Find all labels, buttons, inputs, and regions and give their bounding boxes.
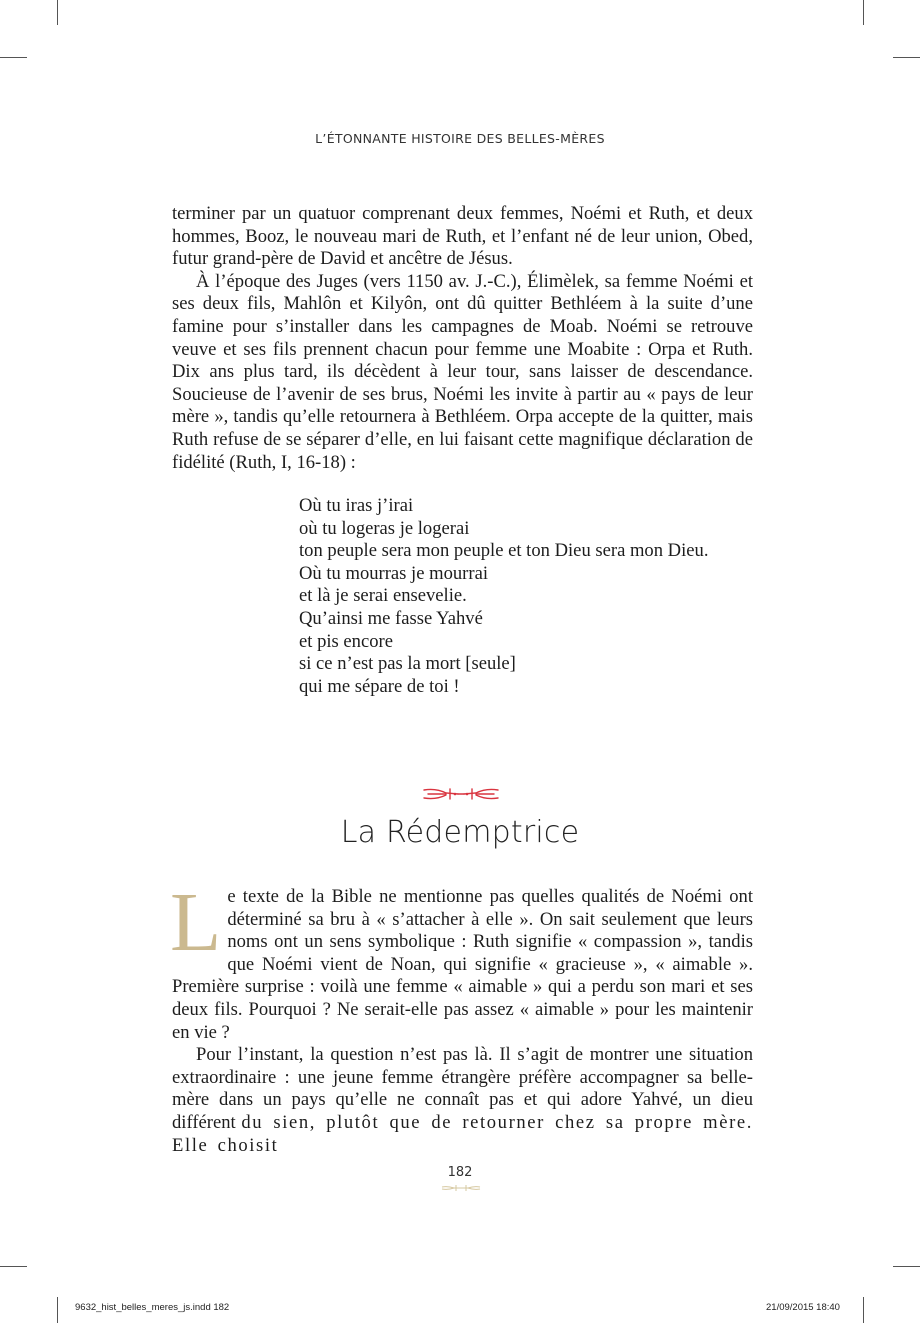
slug-datetime: 21/09/2015 18:40 bbox=[766, 1302, 840, 1313]
paragraph-first bbox=[170, 876, 753, 1044]
body-text-section bbox=[170, 876, 753, 1157]
paragraph-second-last-line: du sien, plutôt que de retourner chez sa propre mère. Elle choisit bbox=[172, 1111, 753, 1156]
verse-line: Où tu iras j’irai bbox=[299, 495, 414, 516]
paragraph-continuation: terminer par un quatuor comprenant deux femmes, Noémi et Ruth, et deux hommes, Booz, le nouveau mari de Ruth, et l’enfant né de leur union, Obed, futur grand-père de David et ancêtre de Jésus. bbox=[172, 203, 753, 270]
paragraph-juges: À l’époque des Juges (vers 1150 av. J.-C.), Élimèlek, sa femme Noémi et ses deux fils, Mahlôn et Kilyôn, ont dû quitter Bethléem à la suite d’une famine pour s’installer dans les campagnes de Moab. Noémi se retrouve veuve et ses fils prennent chacun pour femme une Moabite : Orpa et Ruth. Dix ans plus tard, ils décèdent à leur tour, sans laisser de descendance. Soucieuse de l’avenir de ses brus, Noémi les invite à partir au « pays de leur mère », tandis qu’elle retournera à Bethléem. Orpa accepte de la quitter, mais Ruth refuse de se séparer d’elle, en lui faisant cette magnifique déclaration de fidélité (Ruth, I, 16-18) : bbox=[172, 270, 753, 473]
slug-file: 9632_hist_belles_meres_js.indd 182 bbox=[75, 1302, 230, 1313]
body-text-top bbox=[172, 203, 753, 474]
page-number: 182 bbox=[447, 1165, 473, 1180]
section-title: La Rédemptrice bbox=[340, 815, 580, 850]
crop-mark-top-left-horizontal bbox=[0, 57, 27, 58]
paragraph-second bbox=[172, 1044, 753, 1157]
verse-line: qui me sépare de toi ! bbox=[299, 675, 460, 697]
crop-mark-bottom-right-horizontal bbox=[893, 1266, 920, 1267]
gold-fleuron-ornament-icon bbox=[440, 1184, 482, 1192]
verse-line: Où tu mourras je mourrai bbox=[299, 562, 488, 584]
paragraph-first-text: e texte de la Bible ne mentionne pas quelles qualités de Noémi ont déterminé sa bru à « s’attacher à elle ». On sait seulement que leurs noms ont un sens symbolique : Ruth signifie « compassion », tandis que Noémi vient de Noan, qui signifie « gracieuse », « aimable ». Première surprise : voilà une femme « aimable » qui a perdu son mari et ses deux fils. Pourquoi ? Ne serait-elle pas assez « aimable » pour les maintenir en vie ? bbox=[172, 886, 753, 1043]
verse-line: où tu logeras je logerai bbox=[299, 517, 470, 539]
verse-line: si ce n’est pas la mort [seule] bbox=[299, 653, 516, 675]
crop-mark-top-right-horizontal bbox=[893, 57, 920, 58]
running-head: L’ÉTONNANTE HISTOIRE DES BELLES-MÈRES bbox=[315, 131, 605, 146]
verse-line: et là je serai ensevelie. bbox=[299, 585, 467, 607]
crop-mark-bottom-left-vertical bbox=[57, 1297, 58, 1323]
crop-mark-bottom-right-vertical bbox=[863, 1297, 864, 1323]
drop-cap: L bbox=[170, 876, 222, 969]
verse-line: et pis encore bbox=[299, 630, 393, 652]
paragraph-second-text: Pour l’instant, la question n’est pas là. Il s’agit de montrer une situation extraordinaire : une jeune femme étrangère préfère accompagner sa belle-mère dans un pays qu’elle ne connaît pas et qui adore Yahvé, un dieu différent bbox=[172, 1044, 753, 1133]
verse-line: ton peuple sera mon peuple et ton Dieu sera mon Dieu. bbox=[299, 540, 709, 562]
verse-quote bbox=[299, 495, 708, 698]
verse-line: Qu’ainsi me fasse Yahvé bbox=[299, 607, 483, 629]
crop-mark-bottom-left-horizontal bbox=[0, 1266, 27, 1267]
crop-mark-top-left-vertical bbox=[57, 0, 58, 25]
crop-mark-top-right-vertical bbox=[863, 0, 864, 25]
red-fleuron-ornament-icon bbox=[420, 784, 502, 804]
